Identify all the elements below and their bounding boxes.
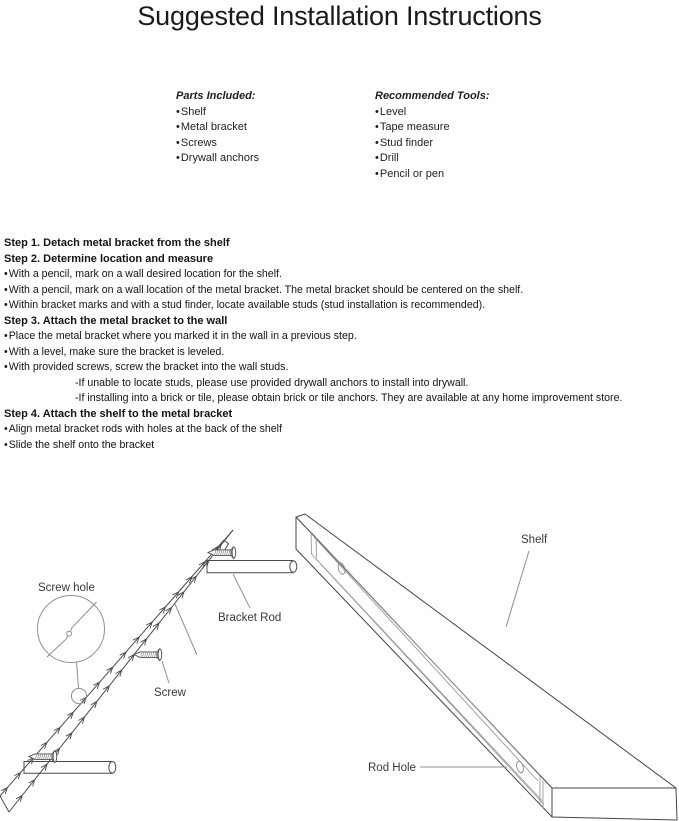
label-shelf: Shelf [521, 534, 548, 546]
page-title: Suggested Installation Instructions [137, 1, 542, 31]
screw-hole-callout-circle [71, 688, 86, 703]
step-heading: Step 4. Attach the shelf to the metal bracket [4, 407, 233, 420]
screw-middle [134, 649, 162, 660]
shelf-leader-line [506, 551, 529, 627]
bracket-rod-top [207, 561, 297, 573]
bracket-rod-bottom [24, 762, 116, 774]
tools-list-item: • Pencil or pen [375, 167, 490, 183]
label-rod-hole: Rod Hole [368, 762, 416, 774]
parts-included-heading: Parts Included: [176, 90, 256, 102]
step-heading: Step 1. Detach metal bracket from the shelf [4, 237, 230, 249]
step-detail-line: • Slide the shelf onto the bracket [4, 438, 679, 454]
label-screw-hole: Screw hole [38, 582, 95, 594]
step-detail-line: • With a pencil, mark on a wall desired location for the shelf. [4, 267, 679, 283]
magnifier-leader-line [77, 662, 79, 688]
keyhole-notch [67, 631, 72, 636]
bracket-leader-line [175, 604, 197, 655]
step-detail-line: • With a level, make sure the bracket is leveled. [4, 345, 679, 361]
tools-list-item: • Stud finder [375, 136, 490, 152]
tools-list-item: • Tape measure [375, 120, 490, 136]
step-detail-line: • Place the metal bracket where you marked it in the wall in a previous step. [4, 329, 679, 345]
shelf-right-end-edges [552, 788, 676, 817]
step-detail-line: • Align metal bracket rods with holes at the back of the shelf [4, 422, 679, 438]
parts-list-item: • Shelf [176, 105, 259, 121]
step-heading: Step 3. Attach the metal bracket to the wall [4, 314, 228, 327]
bracket-bar-end-cap [0, 796, 9, 812]
label-screw: Screw [154, 687, 186, 699]
bracket-rod-leader-line [233, 574, 250, 608]
tools-list-item: • Level [375, 105, 490, 121]
tools-list-item: • Drill [375, 151, 490, 167]
shelf-outline [296, 514, 677, 820]
label-bracket-rod: Bracket Rod [218, 612, 282, 624]
bracket-drawing [0, 530, 297, 812]
recommended-tools-heading: Recommended Tools: [375, 90, 490, 102]
step-detail-line: • With a pencil, mark on a wall location of the metal bracket. The metal bracket should be centered on the shelf. [4, 283, 679, 299]
parts-list-item: • Drywall anchors [176, 151, 259, 167]
screw-bottom [29, 751, 57, 762]
shelf-drawing [296, 514, 677, 820]
rod-hole-right [515, 760, 524, 773]
screw-leader-line [162, 661, 169, 683]
step-heading: Step 2. Determine location and measure [4, 252, 214, 265]
step-detail-line: -If unable to locate studs, please use provided drywall anchors to install into drywall. [75, 376, 469, 389]
parts-list-item: • Metal bracket [176, 120, 259, 136]
step-detail-line: • With provided screws, screw the bracket into the wall studs. [4, 360, 679, 376]
parts-list-item: • Screws [176, 136, 259, 152]
step-detail-line: -If installing into a brick or tile, please obtain brick or tile anchors. They are available at any home improvement store. [75, 392, 623, 404]
step-detail-line: • Within bracket marks and with a stud finder, locate available studs (stud installation is recommended). [4, 298, 679, 314]
